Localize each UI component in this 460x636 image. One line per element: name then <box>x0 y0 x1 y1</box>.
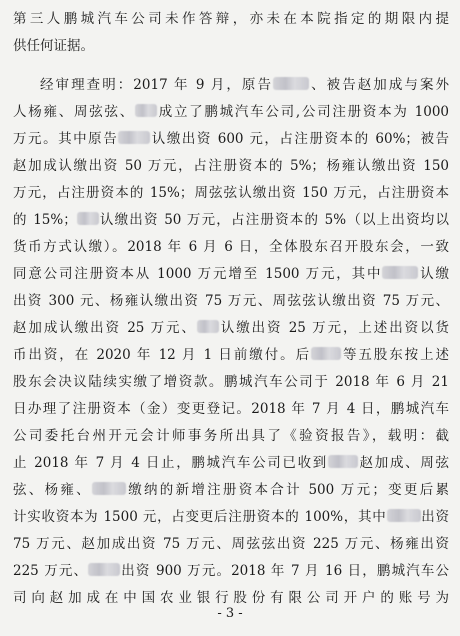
text-line <box>13 399 449 419</box>
text-line <box>13 210 449 230</box>
text-segment: 成立了鹏城汽车公司,公司注册资本为 1000 <box>156 104 449 120</box>
text-line <box>13 183 449 203</box>
text-segment: 的 15%； <box>13 212 77 228</box>
redaction-blur <box>328 455 358 468</box>
text-line <box>13 534 449 554</box>
text-line <box>13 561 449 581</box>
redaction-blur <box>273 77 309 90</box>
text-segment: 赵加成、周弦 <box>357 455 449 471</box>
text-line <box>40 75 449 95</box>
text-segment: 赵加成认缴出资 25 万元、 <box>13 320 197 336</box>
text-segment: 股东会决议陆续实缴了增资款。鹏城汽车公司于 2018 年 6 月 21 <box>13 374 449 390</box>
text-line <box>13 237 449 257</box>
text-line <box>13 453 449 473</box>
page-number: - 3 - <box>217 606 243 621</box>
text-segment: 出资 900 万元。2018 年 7 月 16 日，鹏城汽车公 <box>120 563 449 579</box>
text-line <box>13 480 449 500</box>
text-line <box>13 102 449 122</box>
text-segment: 认缴出资 25 万元，上述出资以货 <box>218 320 449 336</box>
text-segment: 供任何证据。 <box>13 38 94 54</box>
text-line <box>13 156 449 176</box>
redaction-blur <box>311 347 341 360</box>
text-segment: 币出资，在 2020 年 12 月 1 日前缴付。后 <box>13 347 312 363</box>
redaction-blur <box>387 509 421 522</box>
text-segment: 经审理查明：2017 年 9 月，原告 <box>40 77 274 93</box>
text-segment: 认缴 <box>418 266 449 282</box>
redaction-blur <box>382 266 418 279</box>
text-segment: 、被告赵加成与案外 <box>309 77 450 93</box>
text-segment: 第三人鹏城汽车公司未作答辩，亦未在本院指定的期限内提 <box>13 11 449 27</box>
redaction-blur <box>88 563 120 576</box>
text-segment: 缴纳的新增注册资本合计 500 万元；变更后累 <box>125 482 449 498</box>
text-segment: 人杨雍、周弦弦、 <box>13 104 135 120</box>
text-segment: 弦、杨雍、 <box>13 482 92 498</box>
text-segment: 同意公司注册资本从 1000 万元增至 1500 万元，其中 <box>13 266 383 282</box>
text-segment: 225 万元、 <box>13 563 89 579</box>
text-line <box>13 507 449 527</box>
text-segment: 认缴出资 50 万元，占注册资本的 5%（以上出资均以 <box>98 212 449 228</box>
redaction-blur <box>77 212 99 225</box>
text-line <box>13 129 449 149</box>
text-segment: 等五股东按上述 <box>341 347 450 363</box>
text-segment: 计实收资本为 1500 元，占变更后注册资本的 100%，其中 <box>13 509 387 525</box>
text-line <box>13 264 449 284</box>
redaction-blur <box>118 131 150 144</box>
text-segment: 日办理了注册资本（金）变更登记。2018 年 7 月 4 日，鹏城汽车 <box>13 401 449 417</box>
text-segment: 万元，占注册资本的 15%；周弦弦认缴出资 150 万元，占注册资本 <box>13 185 449 201</box>
text-line <box>13 345 449 365</box>
text-line <box>13 9 449 29</box>
text-line <box>13 426 449 446</box>
text-segment: 司向赵加成在中国农业银行股份有限公司开户的账号为 <box>13 590 449 606</box>
redaction-blur <box>92 482 126 495</box>
redaction-blur <box>135 104 157 117</box>
text-segment: 止 2018 年 7 月 4 日止，鹏城汽车公司已收到 <box>13 455 328 471</box>
text-segment: 赵加成认缴出资 50 万元，占注册资本的 5%；杨雍认缴出资 150 <box>13 158 449 174</box>
text-segment: 出资 <box>420 509 450 525</box>
text-segment: 万元。其中原告 <box>13 131 119 147</box>
text-segment: 货币方式认缴）。2018 年 6 月 6 日，全体股东召开股东会，一致 <box>13 239 449 255</box>
text-segment: 75 万元、赵加成出资 75 万元、周弦弦出资 225 万元、杨雍出资 <box>13 536 449 552</box>
text-segment: 出资 300 元、杨雍认缴出资 75 万元、周弦弦认缴出资 75 万元、 <box>13 293 449 309</box>
text-line <box>13 588 449 608</box>
text-line <box>13 36 449 56</box>
text-segment: 公司委托台州开元会计师事务所出具了《验资报告》，载明：截 <box>13 428 449 444</box>
redaction-blur <box>197 320 219 333</box>
text-line <box>13 318 449 338</box>
text-line <box>13 372 449 392</box>
text-segment: 认缴出资 600 元，占注册资本的 60%；被告 <box>150 131 450 147</box>
text-line <box>13 291 449 311</box>
